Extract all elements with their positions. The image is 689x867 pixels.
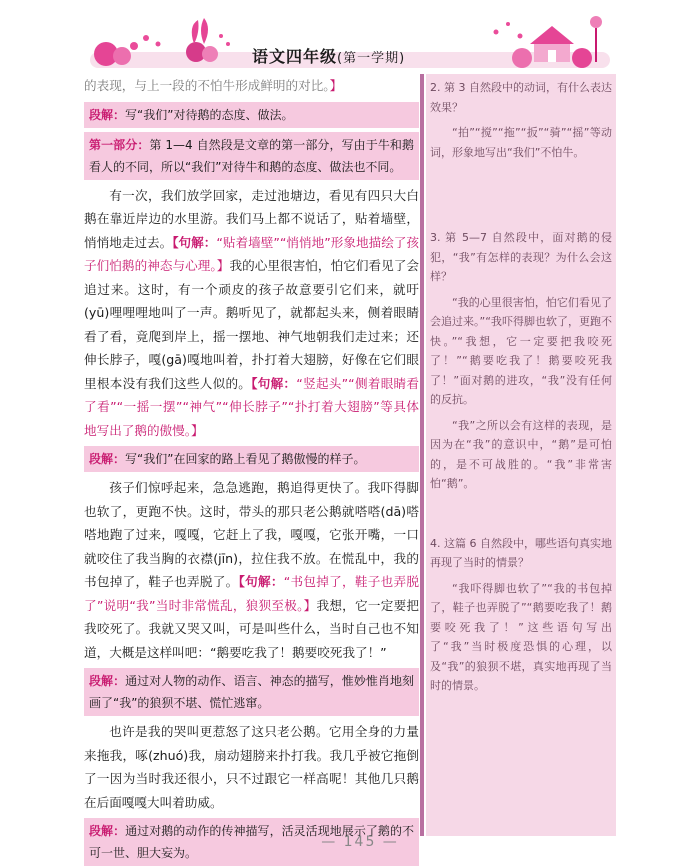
story-paragraph-1: [84, 184, 419, 443]
story-text: 我的心里很害怕，怕它们看见了会追过来。这时，有一个顽皮的孩子故意要引它们来，就吁(yū)哩哩哩地叫了一声。鹅听见了，就都起头来，侧着眼睛看了看，竟爬到岸上，摇一摆地、神气地朝我们走过来；还伸长脖子，嘎(gā)嘎地叫着，扑打着大翅膀，好像在它们眼里根本没有我们这些人似的。: [84, 258, 420, 391]
story-text: 孩子们惊呼起来，急急逃跑，鹅追得更快了。我吓得脚也软了，更跑不快。这时，带头的那只老公鹅就嗒嗒(dā)嗒嗒地跑了过来，嘎嘎，它赶上了我，嘎嘎，它张开嘴，一口就咬住了我当胸的衣襟(jīn)，拉住我不放。在慌乱中，我的书包掉了，鞋子也弄脱了。: [84, 480, 419, 589]
analysis-label: 段解：: [89, 674, 126, 688]
column-divider: [420, 74, 424, 836]
question-4: 4. 这篇 6 自然段中，哪些语句真实地再现了当时的情景？: [430, 536, 612, 569]
section-summary-text: 第 1—4 自然段是文章的第一部分，写由于牛和鹅看人的不同，所以“我们”对待牛和鹅的态度、做法也不同。: [89, 137, 414, 174]
book-title: 语文四年级: [252, 47, 338, 66]
question-sidebar: [426, 74, 616, 836]
page-title: [252, 44, 405, 67]
house-decoration-icon: [478, 8, 608, 70]
story-text: 也许是我的哭叫更惹怒了这只老公鹅。它用全身的力量来拖我，啄(zhuó)我，扇动翅膀来扑打我。我几乎被它拖倒了一因为当时我还很小，只不过跟它一样高呢！其他几只鹅在后面嘎嘎大叫着助威。: [84, 724, 419, 810]
note-label: 【句解：: [251, 375, 297, 391]
analysis-text: 通过对鹅的动作的传神描写，活灵活现地展示了鹅的不可一世、胆大妄为。: [89, 824, 414, 860]
question-3: 3. 第 5—7 自然段中，面对鹅的侵犯，“我”有怎样的表现？为什么会这样？: [430, 231, 612, 283]
answer-4: “我吓得脚也软了”“我的书包掉了，鞋子也弄脱了”“鹅要吃我了！鹅要咬死我了！”这些语句写出了“我”当时极度恐惧的心理，以及“我”的狼狈不堪，真实地再现了当时的情景。: [430, 581, 612, 692]
answer-2: “拍”“搅”“拖”“扳”“骑”“摇”等动词，形象地写出“我们”不怕牛。: [430, 126, 612, 159]
note-label: 【句解：: [238, 574, 284, 589]
note-end-bracket: 】: [303, 597, 317, 613]
analysis-text: 写“我们”对待鹅的态度、做法。: [125, 107, 294, 122]
note-end-bracket: 】: [329, 78, 343, 93]
analysis-label: 段解：: [89, 107, 126, 122]
analysis-text: 写“我们”在回家的路上看见了鹅傲慢的样子。: [125, 452, 366, 466]
continued-sentence: 的表现，与上一段的不怕牛形成鲜明的对比。: [84, 78, 330, 93]
paragraph-analysis-box: [84, 668, 419, 716]
note-end-bracket: 】: [216, 258, 230, 273]
left-decoration-icon: [86, 14, 236, 66]
page-header: [0, 0, 689, 72]
section-label: 第一部分：: [89, 137, 150, 152]
paragraph-analysis-box: [84, 446, 419, 472]
book-subtitle: (第一学期): [337, 51, 406, 66]
analysis-label: 段解：: [89, 824, 126, 838]
note-end-bracket: 】: [191, 422, 204, 438]
continued-text: [84, 74, 419, 98]
story-text: 我想，它一定要把我咬死了。我就又哭又叫，可是叫些什么，当时自己也不知道，大概是这样叫吧：“鹅要吃我了！鹅要咬死我了！”: [84, 597, 420, 660]
section-summary-box: [84, 132, 419, 180]
story-paragraph-2: [84, 476, 419, 664]
story-text: 有一次，我们放学回家，走过池塘边，看见有四只大白鹅在靠近岸边的水里游。我们马上都不说话了，贴着墙壁，悄悄地走过去。: [84, 187, 419, 250]
analysis-label: 段解：: [89, 452, 126, 466]
answer-3b: “我”之所以会有这样的表现，是因为在“我”的意识中，“鹅”是可怕的，是不可战胜的。“我”非常害怕“鹅”。: [430, 418, 612, 490]
note-text: “贴着墙壁”“悄悄地”形象地描绘了孩子们怕鹅的神态与心理。: [84, 234, 420, 273]
page-number: — 145 —: [321, 834, 399, 850]
answer-3a: “我的心里很害怕，怕它们看见了会追过来。”“我吓得脚也软了，更跑不快。”“我想，它一定要把我咬死了！”“鹅要吃我了！鹅要咬死我了！”面对鹅的进攻，“我”没有任何的反抗。: [430, 295, 612, 406]
story-paragraph-3: [84, 720, 419, 814]
question-2: 2. 第 3 自然段中的动词，有什么表达效果？: [430, 81, 612, 114]
paragraph-analysis-box: [84, 102, 419, 128]
note-text: “竖起头”“侧着眼睛看了看”“一摇一摆”“神气”“伸长脖子”“扑打着大翅膀”等具体地写出了鹅的傲慢。: [84, 375, 419, 438]
analysis-text: 通过对人物的动作、语言、神态的描写，惟妙惟肖地刻画了“我”的狼狈不堪、慌忙逃窜。: [89, 674, 414, 710]
note-text: “书包掉了，鞋子也弄脱了”说明“我”当时非常慌乱，狼狈至极。: [84, 574, 419, 613]
note-label: 【句解：: [172, 234, 217, 250]
